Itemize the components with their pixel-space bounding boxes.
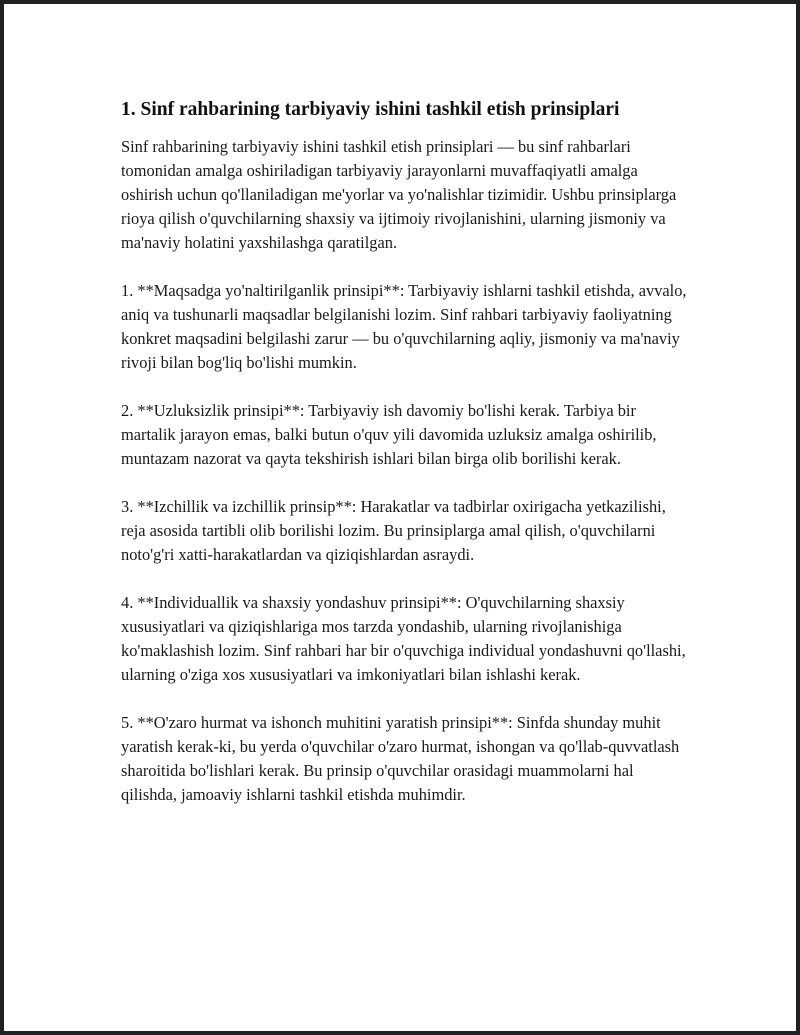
- document-title: 1. Sinf rahbarining tarbiyaviy ishini tashkil etish prinsiplari: [121, 99, 620, 120]
- principle-paragraph-5: 5. **O'zaro hurmat va ishonch muhitini yaratish prinsipi**: Sinfda shunday muhit yaratish kerak-ki, bu yerda o'quvchilar o'zaro hurmat, ishongan va qo'llab-quvvatlash sharoitida bo'lishlari kerak. Bu prinsip o'quvchilar orasidagi muammolarni hal qilishda, jamoaviy ishlarni tashkil etishda muhimdir.: [121, 713, 680, 804]
- principle-paragraph-2: 2. **Uzluksizlik prinsipi**: Tarbiyaviy ish davomiy bo'lishi kerak. Tarbiya bir martalik jarayon emas, balki butun o'quv yili davomida uzluksiz amalga oshirilib, muntazam nazorat va qayta tekshirish ishlari bilan birga olib borilishi kerak.: [121, 401, 657, 468]
- principle-paragraph-3: 3. **Izchillik va izchillik prinsip**: Harakatlar va tadbirlar oxirigacha yetkazilishi, reja asosida tartibli olib borilishi lozim. Bu prinsiplarga amal qilish, o'quvchilarni noto'g'ri xatti-harakatlardan va qiziqishlardan asraydi.: [121, 497, 666, 564]
- principle-paragraph-1: 1. **Maqsadga yo'naltirilganlik prinsipi**: Tarbiyaviy ishlarni tashkil etishda, avvalo, aniq va tushunarli maqsadlar belgilanishi lozim. Sinf rahbari tarbiyaviy faoliyatning konkret maqsadini belgilashi zarur — bu o'quvchilarning aqliy, jismoniy va ma'naviy rivoji bilan bog'liq bo'lishi mumkin.: [121, 281, 687, 372]
- principle-paragraph-4: 4. **Individuallik va shaxsiy yondashuv prinsipi**: O'quvchilarning shaxsiy xususiyatlari va qiziqishlariga mos tarzda yondashib, ularning rivojlanishiga ko'maklashish lozim. Sinf rahbari har bir o'quvchiga individual yondashuvni qo'llashi, ularning o'ziga xos xususiyatlari va imkoniyatlari bilan ishlashi kerak.: [121, 593, 686, 684]
- intro-paragraph: Sinf rahbarining tarbiyaviy ishini tashkil etish prinsiplari — bu sinf rahbarlari tomonidan amalga oshiriladigan tarbiyaviy jarayonlarni muvaffaqiyatli amalga oshirish uchun qo'llaniladigan me'yorlar va yo'nalishlar tizimidir. Ushbu prinsiplarga rioya qilish o'quvchilarning shaxsiy va ijtimoiy rivojlanishini, ularning jismoniy va ma'naviy holatini yaxshilashga qaratilgan.: [121, 137, 677, 252]
- document-body: [121, 96, 691, 831]
